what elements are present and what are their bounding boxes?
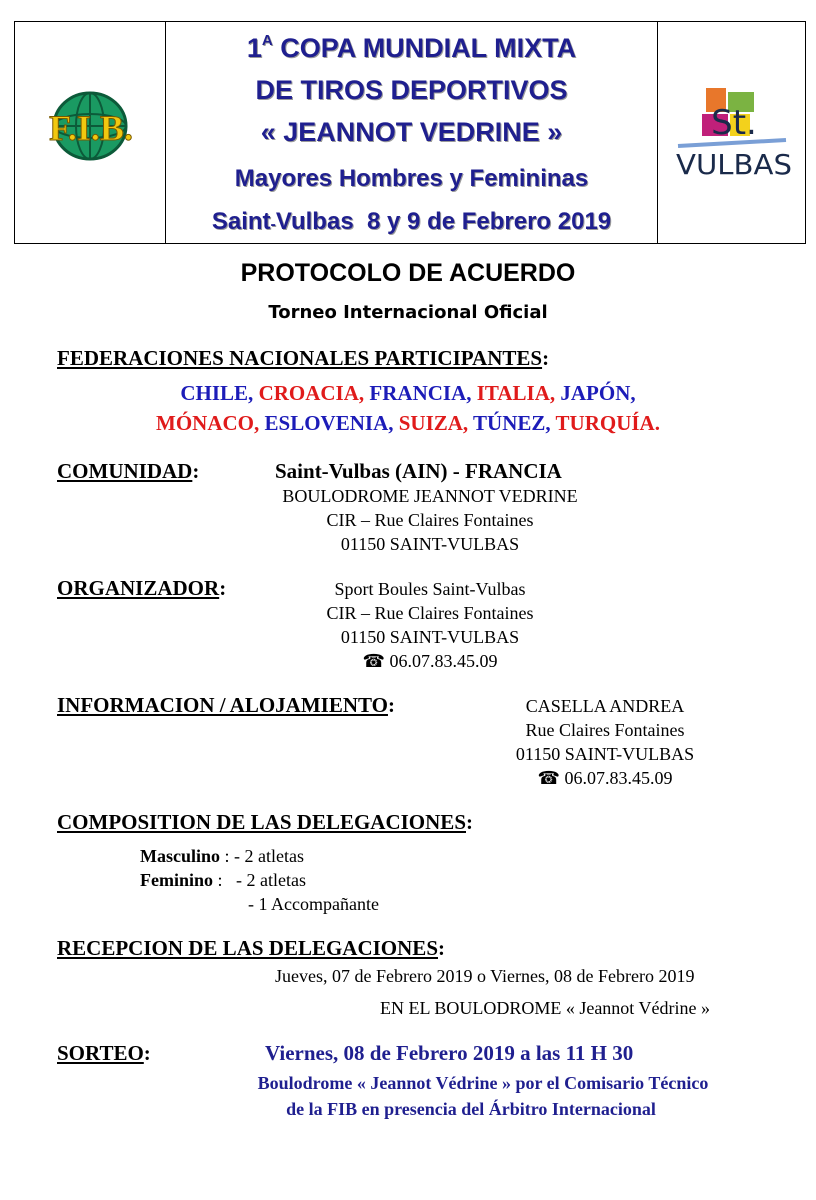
- informacion-phone-line: [430, 768, 780, 789]
- federation-country: JAPÓN,: [560, 381, 636, 405]
- recepcion-heading: RECEPCION DE LAS DELEGACIONES:: [57, 936, 445, 960]
- federation-country: MÓNACO,: [156, 411, 265, 435]
- sorteo-line1: Viernes, 08 de Febrero 2019 a las 11 H 30: [265, 1041, 634, 1065]
- informacion-address2: 01150 SAINT-VULBAS: [515, 744, 695, 764]
- federations-heading: FEDERACIONES NACIONALES PARTICIPANTES:: [57, 346, 550, 370]
- comunidad-address2: CIR – Rue Claires Fontaines: [326, 510, 534, 530]
- recepcion-line1: Jueves, 07 de Febrero 2019 o Viernes, 08 de Febrero 2019: [275, 966, 695, 986]
- sorteo-line2: Boulodrome « Jeannot Védrine » por el Comisario Técnico: [257, 1073, 709, 1093]
- header-box: [14, 21, 806, 244]
- federation-country: FRANCIA,: [369, 381, 477, 405]
- stvulbas-logo-st: St.: [711, 103, 757, 143]
- federation-country: ESLOVENIA,: [264, 411, 399, 435]
- federation-country: SUIZA,: [398, 411, 474, 435]
- composition-masculino: Masculino : - 2 atletas: [140, 846, 304, 866]
- informacion-phone: 06.07.83.45.09: [559, 768, 673, 788]
- fib-logo-cell: [15, 22, 166, 243]
- phone-icon: ☎: [362, 651, 385, 671]
- comunidad-value: Saint-Vulbas (AIN) - FRANCIA: [275, 459, 562, 483]
- informacion-name: CASELLA ANDREA: [525, 696, 685, 716]
- organizador-heading: ORGANIZADOR:: [57, 576, 227, 600]
- stvulbas-logo-name: VULBAS: [676, 148, 792, 181]
- sorteo-heading: SORTEO:: [57, 1041, 151, 1065]
- federation-country: ITALIA,: [476, 381, 561, 405]
- sorteo-line3: de la FIB en presencia del Árbitro Internacional: [286, 1099, 656, 1119]
- stvulbas-logo-cell: [657, 22, 805, 243]
- phone-icon: ☎: [537, 768, 560, 788]
- recepcion-line2: EN EL BOULODROME « Jeannot Védrine »: [380, 998, 710, 1018]
- federation-country: TÚNEZ,: [473, 411, 556, 435]
- header-location-dates: [166, 208, 657, 236]
- federations-line1: [0, 381, 816, 406]
- organizador-address2: 01150 SAINT-VULBAS: [340, 627, 520, 647]
- federation-country: CROACIA,: [258, 381, 370, 405]
- stvulbas-logo: [658, 22, 806, 243]
- protocol-subtitle: Torneo Internacional Oficial: [268, 302, 548, 323]
- composition-extra: - 1 Accompañante: [248, 894, 379, 914]
- header-category: Mayores Hombres y Femininas: [234, 165, 589, 192]
- composition-heading: COMPOSITION DE LAS DELEGACIONES:: [57, 810, 473, 834]
- organizador-phone-line: [245, 651, 615, 672]
- composition-feminino: Feminino : - 2 atletas: [140, 870, 306, 890]
- federation-country: CHILE,: [180, 381, 259, 405]
- comunidad-heading: COMUNIDAD:: [57, 459, 200, 483]
- header-title-line2: DE TIROS DEPORTIVOS: [255, 75, 568, 105]
- header-title-line3: « JEANNOT VEDRINE »: [260, 117, 563, 147]
- header-title-cell: [166, 22, 657, 243]
- header-title-line1: $1^A$ COPA MUNDIAL MIXTA: [246, 32, 577, 63]
- comunidad-address3: 01150 SAINT-VULBAS: [340, 534, 520, 554]
- organizador-name: Sport Boules Saint-Vulbas: [334, 579, 526, 599]
- federation-country: TURQUÍA.: [555, 411, 660, 435]
- federations-list-1: [180, 381, 635, 405]
- fib-logo: [15, 22, 166, 243]
- header-location: Saint-Vulbas: [211, 208, 354, 235]
- protocol-title: PROTOCOLO DE ACUERDO: [240, 259, 576, 287]
- fib-logo-text: F.I.B.: [49, 108, 133, 148]
- header-dates: 8 y 9 de Febrero 2019: [367, 208, 612, 235]
- informacion-heading: INFORMACION / ALOJAMIENTO:: [57, 693, 395, 717]
- federations-list-2: [156, 411, 660, 435]
- informacion-address1: Rue Claires Fontaines: [525, 720, 685, 740]
- organizador-phone: 06.07.83.45.09: [384, 651, 498, 671]
- federations-line2: [0, 411, 816, 436]
- comunidad-address1: BOULODROME JEANNOT VEDRINE: [282, 486, 578, 506]
- organizador-address1: CIR – Rue Claires Fontaines: [326, 603, 534, 623]
